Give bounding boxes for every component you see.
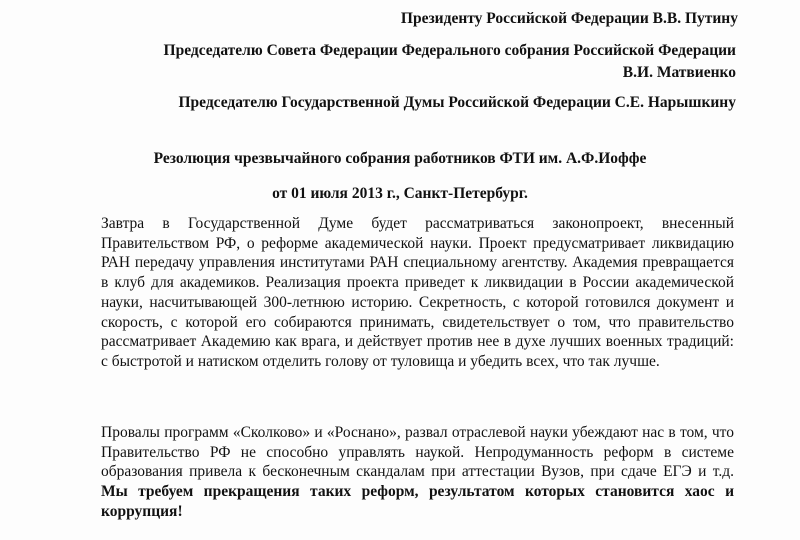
addressee-federation-council-name: В.И. Матвиенко	[622, 64, 736, 81]
addressee-president: Президенту Российской Федерации В.В. Путину	[400, 10, 738, 27]
body-paragraph-1: Завтра в Государственной Думе будет рассматриваться законопроект, внесенный Правительством РФ, о реформе академической науки. Проект предусматривает ликвидацию РАН передачу управления институтами РАН специальному агентству. Академия превращается в клуб для академиков. Реализация проекта приведет к ликвидации в России академической науки, насчитывающей 300-летнюю историю. Секретность, с которой готовился документ и скорость, с которой его собираются принимать, свидетельствует о том, что правительство рассматривает Академию как врага, и действует против нее в духе лучших военных традиций: с быстротой и натиском отделить голову от туловища и убедить всех, что так лучше.	[101, 215, 734, 370]
addressee-federation-council: Председателю Совета Федерации Федерального собрания Российской Федерации	[163, 42, 736, 59]
resolution-title: Резолюция чрезвычайного собрания работников ФТИ им. А.Ф.Иоффе	[153, 150, 647, 167]
resolution-date-place: от 01 июля 2013 г., Санкт-Петербург.	[272, 185, 528, 202]
addressee-state-duma: Председателю Государственной Думы Российской Федерации С.Е. Нарышкину	[178, 94, 736, 111]
body-paragraph-2	[101, 423, 734, 522]
body-paragraph-2-demand: Мы требуем прекращения таких реформ, результатом которых становится хаос и коррупция!	[101, 483, 734, 520]
body-paragraph-2-regular: Провалы программ «Сколково» и «Роснано», развал отраслевой науки убеждают нас в том, что Правительство РФ не способно управлять наукой. Непродуманность реформ в системе образования привела к бесконечным скандалам при аттестации Вузов, при сдаче ЕГЭ и т.д.	[101, 424, 734, 481]
